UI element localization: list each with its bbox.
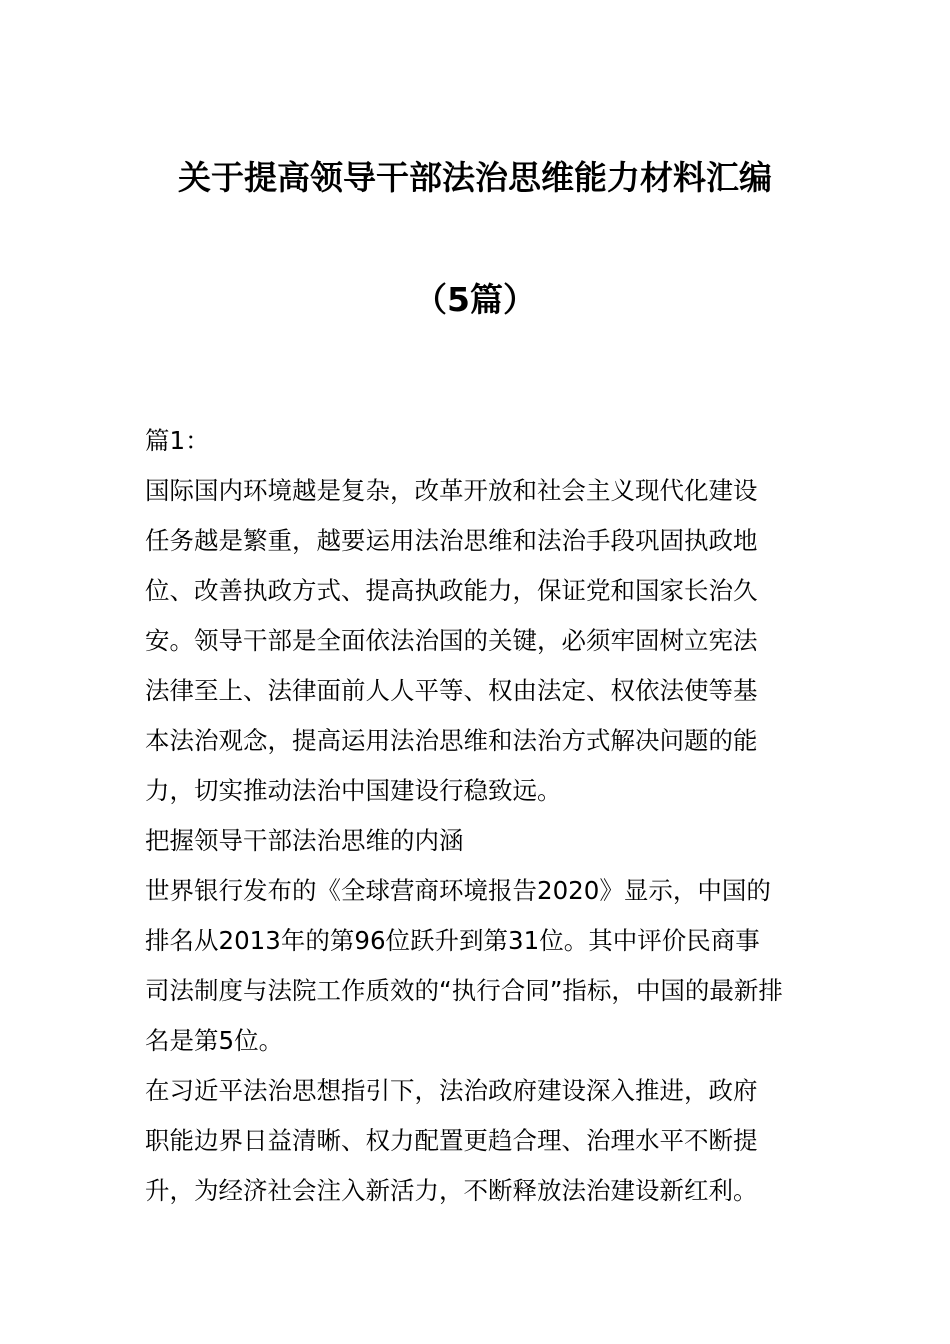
body-line: 法律至上、法律面前人人平等、权由法定、权依法使等基 [145, 676, 758, 705]
body-line: 名是第5位。 [145, 1026, 284, 1055]
body-line: 在习近平法治思想指引下，法治政府建设深入推进，政府 [145, 1076, 758, 1105]
body-line: 世界银行发布的《全球营商环境报告2020》显示，中国的 [145, 876, 771, 905]
document-title: 关于提高领导干部法治思维能力材料汇编 [178, 158, 772, 197]
body-line: 安。领导干部是全面依法治国的关键，必须牢固树立宪法 [145, 626, 758, 655]
body-line: 任务越是繁重，越要运用法治思维和法治手段巩固执政地 [145, 526, 758, 555]
body-line: 位、改善执政方式、提高执政能力，保证党和国家长治久 [145, 576, 758, 605]
body-line: 力，切实推动法治中国建设行稳致远。 [145, 776, 562, 805]
body-line: 国际国内环境越是复杂，改革开放和社会主义现代化建设 [145, 476, 758, 505]
body-line: 职能边界日益清晰、权力配置更趋合理、治理水平不断提 [145, 1126, 758, 1155]
body-line: 排名从2013年的第96位跃升到第31位。其中评价民商事 [145, 926, 760, 955]
section-heading: 把握领导干部法治思维的内涵 [145, 826, 464, 855]
body-line: 升，为经济社会注入新活力，不断释放法治建设新红利。 [145, 1176, 758, 1205]
body-line: 司法制度与法院工作质效的“执行合同”指标，中国的最新排 [145, 976, 783, 1005]
body-line: 本法治观念，提高运用法治思维和法治方式解决问题的能 [145, 726, 758, 755]
document-subtitle: （5篇） [414, 280, 536, 319]
document-body [145, 416, 810, 1216]
section-label: 篇1： [145, 426, 210, 455]
